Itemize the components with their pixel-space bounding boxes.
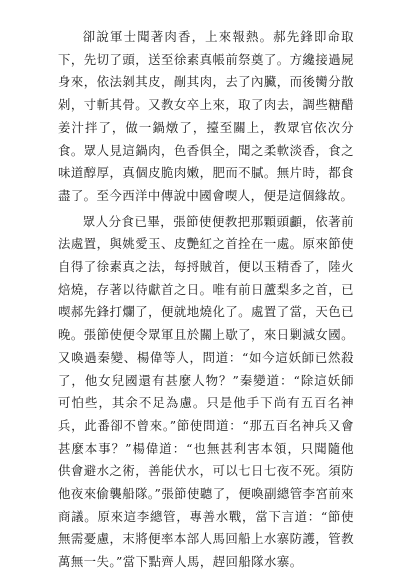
paragraph-1: 卻說軍士聞著肉香，上來報熱。郝先鋒即命取下，先切了頭，送至徐素真帳前祭奠了。方纔接過屍身來，依法剝其皮，剮其肉，去了內臟，而後臠分散剁，寸斬其骨。又教女卒上來，取了肉去，調些糖醋姜汁拌了，做一鍋燉了，擡至關上，教眾官依次分食。眾人見這鍋肉，色香俱全，聞之柔軟淡香，食之味道醇厚，真個皮脆肉嫩，肥而不膩。無片時，都食盡了。至今西洋中傳說中國會喫人，便是這個緣故。 — [58, 29, 354, 203]
document-page — [58, 26, 354, 574]
paragraph-2: 眾人分食已畢，張節使便教把那顆頭顱，依著前法處置，與姚愛玉、皮艷紅之首拴在一處。原來節使自得了徐素真之法，每捋賊首，便以玉精香了，陸火焙燒，存著以待獻首之日。唯有前日蘆梨多之首，已喫郝先鋒打爛了，便就地燒化了。處置了當，天色已晚。張節使便令眾軍且於關上歇了，來日剿滅女國。又喚過秦變、楊偉等人，問道：“如今這妖師已然殺了，他女兒國還有甚麼人物？”秦變道：“除這妖師可怕些，其余不足為慮。只是他手下尚有五百名神兵，此番卻不曾來。”節使問道：“那五百名神兵又會甚麼本事？”楊偉道：“也無甚利害本領，只聞隨他供會避水之術，善能伏水，可以七日七夜不死。須防他夜來偷襲船隊。”張節使聽了，便喚副總管李宮前來商議。原來這李總管，專善水戰，當下言道：“節使無需憂慮，末將便率本部人馬回船上水寨防護，管教萬無一失。”當下點齊人馬，趕回船隊水寨。 — [58, 213, 354, 570]
